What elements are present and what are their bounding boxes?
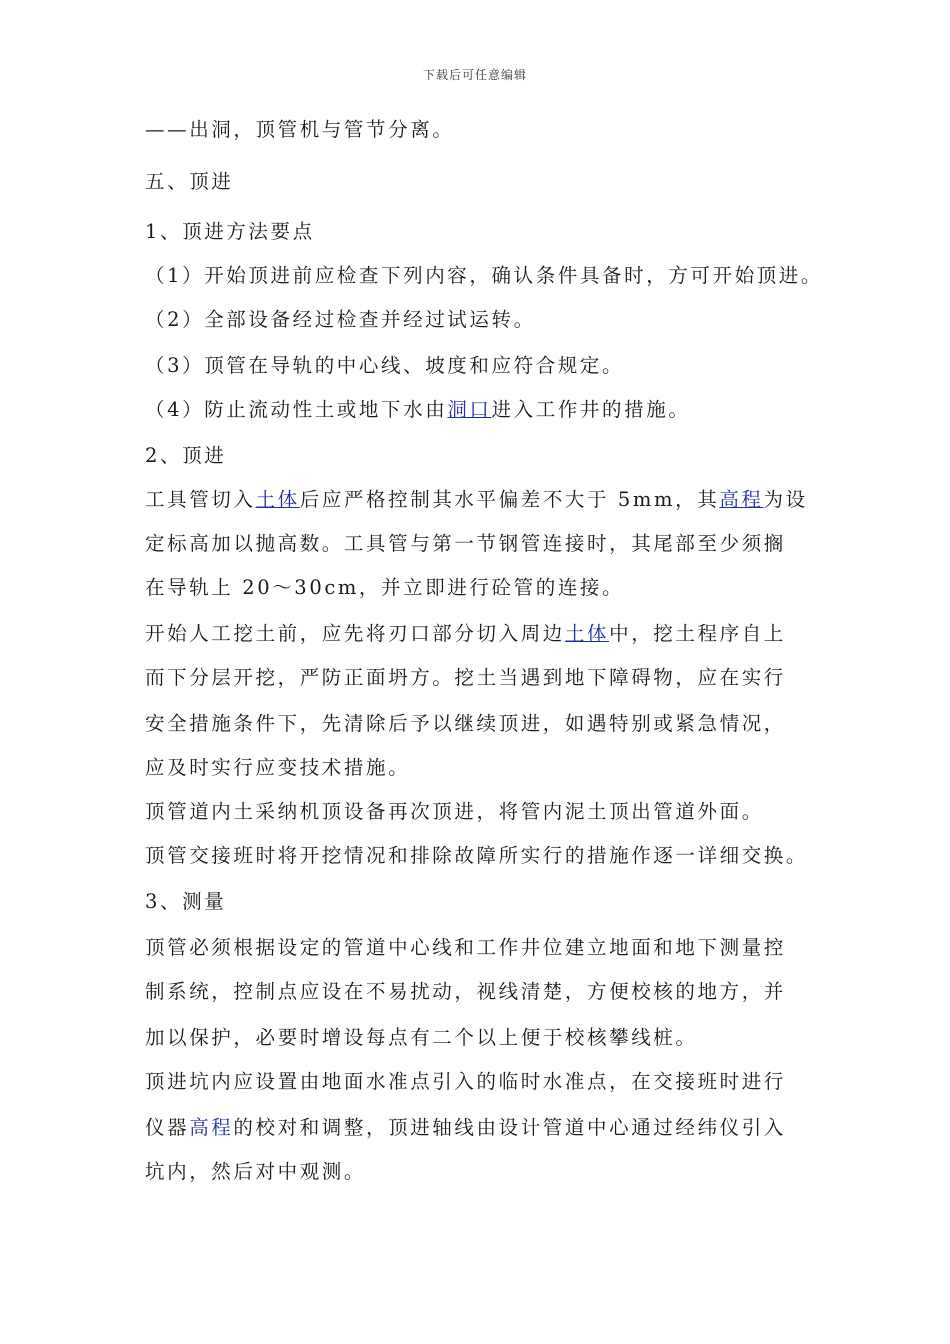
hyperlink[interactable]: 洞口 [447,398,492,421]
text-segment: 在导轨上 20～30cm，并立即进行砼管的连接。 [145,576,625,599]
text-line [145,756,410,780]
text-segment: 而下分层开挖，严防正面坍方。挖土当遇到地下障碍物，应在实行 [145,666,786,689]
text-segment: 顶进坑内应设置由地面水准点引入的临时水准点，在交接班时进行 [145,1070,786,1093]
text-segment: 顶管道内土采纳机顶设备再次顶进，将管内泥土顶出管道外面。 [145,800,764,823]
text-line [145,398,690,422]
text-segment: 2、顶进 [145,444,227,467]
text-segment: （2）全部设备经过检查并经过试运转。 [145,308,536,331]
text-line [145,264,823,288]
text-line [145,220,315,244]
text-line [145,936,786,960]
text-segment: ——出洞，顶管机与管节分离。 [145,118,455,141]
text-line [145,1116,786,1140]
text-line [145,712,786,736]
text-segment: 开始人工挖土前，应先将刃口部分切入周边 [145,622,565,645]
hyperlink[interactable]: 土体 [255,488,300,511]
highlighted-term: 高程 [189,1116,234,1139]
text-segment: 中，挖土程序自上 [609,622,786,645]
text-segment: 顶管必须根据设定的管道中心线和工作井位建立地面和地下测量控 [145,936,786,959]
text-segment: 顶管交接班时将开挖情况和排除故障所实行的措施作逐一详细交换。 [145,844,809,867]
text-segment: （3）顶管在导轨的中心线、坡度和应符合规定。 [145,354,625,377]
hyperlink[interactable]: 土体 [564,622,610,645]
text-segment: 的校对和调整，顶进轴线由设计管道中心通过经纬仪引入 [233,1116,786,1139]
text-line [145,1026,698,1050]
text-line [145,1160,366,1184]
page-header: 下载后可任意编辑 [422,68,527,82]
text-line [145,444,226,468]
text-segment: 进入工作井的措施。 [491,398,691,421]
text-segment: 后应严格控制其水平偏差不大于 5mm，其 [299,488,720,511]
text-segment: 坑内，然后对中观测。 [145,1160,367,1183]
text-line [145,844,808,868]
text-segment: （4）防止流动性土或地下水由 [145,398,448,421]
text-segment: 安全措施条件下，先清除后予以继续顶进，如遇特别或紧急情况， [145,712,786,735]
text-segment: 应及时实行应变技术措施。 [145,756,411,779]
text-line [145,532,786,556]
text-line [145,354,624,378]
text-segment: 3、测量 [145,890,227,913]
text-line [145,170,233,194]
text-segment: 定标高加以抛高数。工具管与第一节钢管连接时，其尾部至少须搁 [145,532,786,555]
text-line [145,1070,786,1094]
text-segment: 工具管切入 [145,488,256,511]
text-line [145,488,808,512]
text-line [145,890,226,914]
text-line [145,622,786,646]
text-line [145,118,454,142]
text-segment: 加以保护，必要时增设每点有二个以上便于校核攀线桩。 [145,1026,698,1049]
text-segment: 仪器 [145,1116,190,1139]
text-segment: （1）开始顶进前应检查下列内容，确认条件具备时，方可开始顶进。 [145,264,824,287]
text-line [145,576,624,600]
text-segment: 制系统，控制点应设在不易扰动，视线清楚，方便校核的地方，并 [145,980,786,1003]
text-segment: 为设 [763,488,808,511]
text-line [145,666,786,690]
text-segment: 1、顶进方法要点 [145,220,315,243]
text-line [145,308,536,332]
text-line [145,980,786,1004]
text-segment: 五、顶进 [145,170,234,193]
text-line [145,800,764,824]
hyperlink[interactable]: 高程 [719,488,764,511]
